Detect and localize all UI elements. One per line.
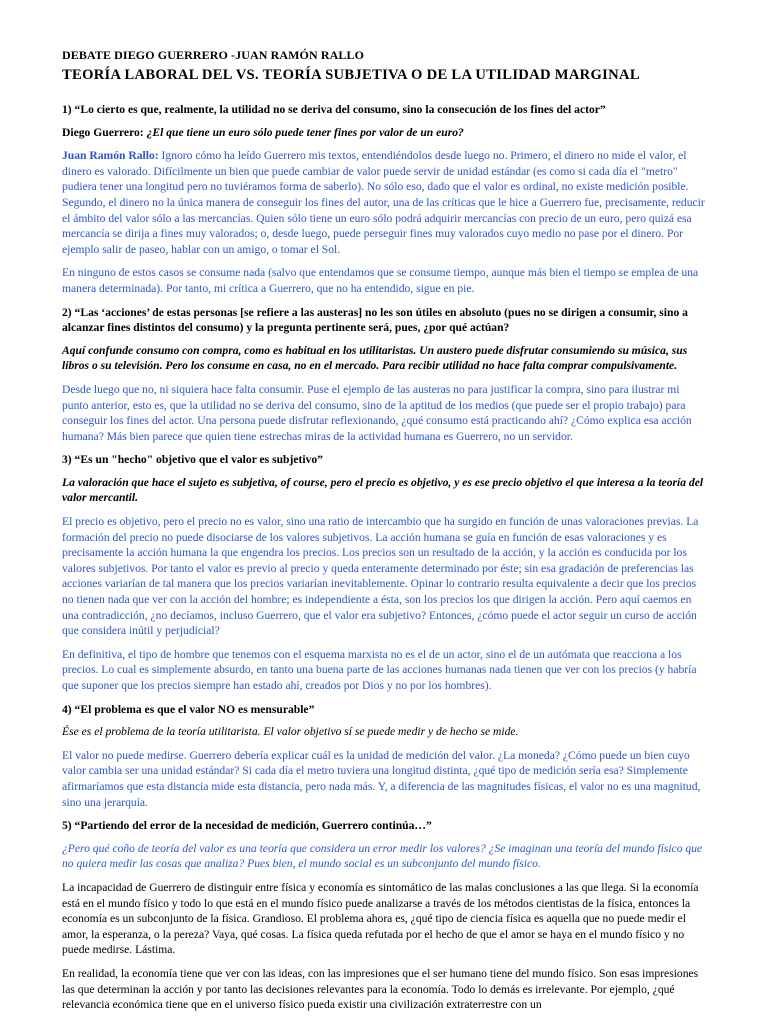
guerrero-text: ¿El que tiene un euro sólo puede tener fines por valor de un euro? xyxy=(146,125,464,139)
document-title: DEBATE DIEGO GUERRERO -JUAN RAMÓN RALLO xyxy=(62,48,365,62)
section-3-guerrero: La valoración que hace el sujeto es subjetiva, of course, pero el precio es objetivo, y es ese precio objetivo el que interesa a la teoría del valor mercantil. xyxy=(62,475,704,505)
section-1-rallo xyxy=(62,148,708,257)
document-subtitle: TEORÍA LABORAL DEL VS. TEORÍA SUBJETIVA O DE LA UTILIDAD MARGINAL xyxy=(62,67,640,83)
section-5-rallo-2: En realidad, la economía tiene que ver con las ideas, con las impresiones que el ser humano tiene del mundo físico. Son esas impresiones las que determinan la acción y por tanto las decisiones relevantes para la economía. Todo lo demás es irrelevante. Por ejemplo, ¿qué relevancia económica tiene que en el universo físico pueda existir una civilización extraterrestre con un xyxy=(62,966,699,1012)
section-1-guerrero xyxy=(62,125,708,141)
section-2-quote: 2) “Las ‘acciones’ de estas personas [se refiere a las austeras] no les son útiles en absoluto (pues no se dirigen a consumir, sino a alcanzar fines distintos del consumo) y la pregunta pertinente será, pues, ¿por qué actúan? xyxy=(62,305,688,335)
section-4-rallo: El valor no puede medirse. Guerrero debería explicar cuál es la unidad de medición del valor. ¿La moneda? ¿Cómo puede un bien cuyo valor cambia ser una unidad estándar? Si cada día el metro tuviera una longitud distinta, ¿qué tipo de medición sería esa? Simplemente afirmaríamos que esta distancia mide esta distancia, pero nada más. Y, a diferencia de las magnitudes físicas, el valor no es una magnitud, sino una jerarquía. xyxy=(62,748,701,809)
rallo-text: Ignoro cómo ha leído Guerrero mis textos, entendiéndolos desde luego no. Primero, el dinero no mide el valor, el dinero es valorado. Difícilmente un bien que puede cambiar de valor puede servir de unidad estándar (es como si cada día el "metro" pudiera tener una longitud pero no tuviéramos forma de saberlo). No sólo eso, dado que el valor es ordinal, no existe medición posible. Segundo, el dinero no la única manera de conseguir los fines del autor, una de las críticas que le hice a Guerrero fue, precisamente, reducir el ámbito del valor sólo a las mercancías. Quien sólo tiene un euro sólo podrá adquirir mercancías con precio de un euro, pero quizá esa mercancía se dirija a fines muy valorados; o, desde luego, puede perseguir fines muy valorados cuyo medio no pase por el dinero. Por ejemplo salir de paseo, hablar con un amigo, o tomar el Sol. xyxy=(62,149,705,256)
speaker-rallo: Juan Ramón Rallo: xyxy=(62,149,159,163)
speaker-guerrero: Diego Guerrero: xyxy=(62,125,144,139)
section-2-guerrero: Aquí confunde consumo con compra, como es habitual en los utilitaristas. Un austero puede disfrutar consumiendo su música, sus libros o su televisión. Pero los consume en casa, no en el mercado. Para recibir utilidad no hace falta comprar compulsivamente. xyxy=(62,343,688,373)
section-3-rallo: El precio es objetivo, pero el precio no es valor, sino una ratio de intercambio que ha surgido en función de unas valoraciones previas. La formación del precio no puede disociarse de los valores subjetivos. La acción humana se guía en función de esas valoraciones y es precisamente la acción humana la que engendra los precios. Los precios son un resultado de la acción, y la acción es conducida por los valores subjetivos. Por tanto el valor es previo al precio y queda enteramente determinado por éste; sin esa gradación de preferencias las acciones variarían de tal manera que los precios variarían inevitablemente. Opinar lo contrario resulta equivalente a decir que los precios no tienen nada que ver con la acción del hombre; es independiente a ésta, son los precios los que dirigen la acción. Pero aquí caemos en una contradicción, ¿no decíamos, incluso Guerrero, que el valor era subjetivo? Entonces, ¿cómo puede el actor seguir un curso de acción que considera inútil y perjudicial? xyxy=(62,515,699,638)
section-5-rallo: La incapacidad de Guerrero de distinguir entre física y economía es sintomático de las malas conclusiones a las que llega. Si la economía está en el mundo físico y todo lo que está en el mundo físico puede analizarse a través de los métodos cientistas de la física, entonces la economía es un subconjunto de la física. Grandioso. El problema ahora es, ¿qué tipo de ciencia física es aquella que no puede medir el amor, la esperanza, o la pereza? Vaya, qué cosas. La física queda refutada por el hecho de que el amor se haya en el mundo físico y no puede medirse. Lástima. xyxy=(62,880,699,957)
section-3-quote: 3) “Es un "hecho" objetivo que el valor es subjetivo” xyxy=(62,453,323,467)
section-4-guerrero: Ése es el problema de la teoría utilitarista. El valor objetivo sí se puede medir y de hecho se mide. xyxy=(62,725,519,739)
section-2-rallo: Desde luego que no, ni siquiera hace falta consumir. Puse el ejemplo de las austeras no para justificar la compra, sino para ilustrar mi punto anterior, esto es, que la utilidad no se deriva del consumo, sino de la aptitud de los medios (que puede ser el propio trabajo) para conseguir los fines del actor. Una persona puede disfrutar reflexionando, ¿qué consumo está practicando ahí? ¿Cómo explica esa acción humana? Más bien parece que quien tiene estrechas miras de la actividad humana es Guerrero, no un servidor. xyxy=(62,382,692,443)
section-5-guerrero: ¿Pero qué coño de teoría del valor es una teoría que considera un error medir los valores? ¿Se imaginan una teoría del mundo físico que no quiera medir las cosas que analiza? Pues bien, el mundo social es un subconjunto del mundo físico. xyxy=(62,841,703,871)
section-1-rallo-2: En ninguno de estos casos se consume nada (salvo que entendamos que se consume tiempo, aunque más bien el tiempo se emplea de una manera determinada). Por tanto, mi crítica a Guerrero, que no ha entendido, sigue en pie. xyxy=(62,266,699,295)
section-3-rallo-2: En definitiva, el tipo de hombre que tenemos con el esquema marxista no es el de un actor, sino el de un autómata que reacciona a los precios. Lo cual es simplemente absurdo, en tanto una buena parte de las acciones humanas nada tienen que ver con los precios (y habría que suponer que los precios siempre han estado ahí, creados por Dios y no por los hombres). xyxy=(62,647,697,692)
section-5-quote: 5) “Partiendo del error de la necesidad de medición, Guerrero continúa…” xyxy=(62,819,432,833)
section-1-quote: 1) “Lo cierto es que, realmente, la utilidad no se deriva del consumo, sino la consecución de los fines del actor” xyxy=(62,103,606,116)
section-4-quote: 4) “El problema es que el valor NO es mensurable” xyxy=(62,702,315,716)
